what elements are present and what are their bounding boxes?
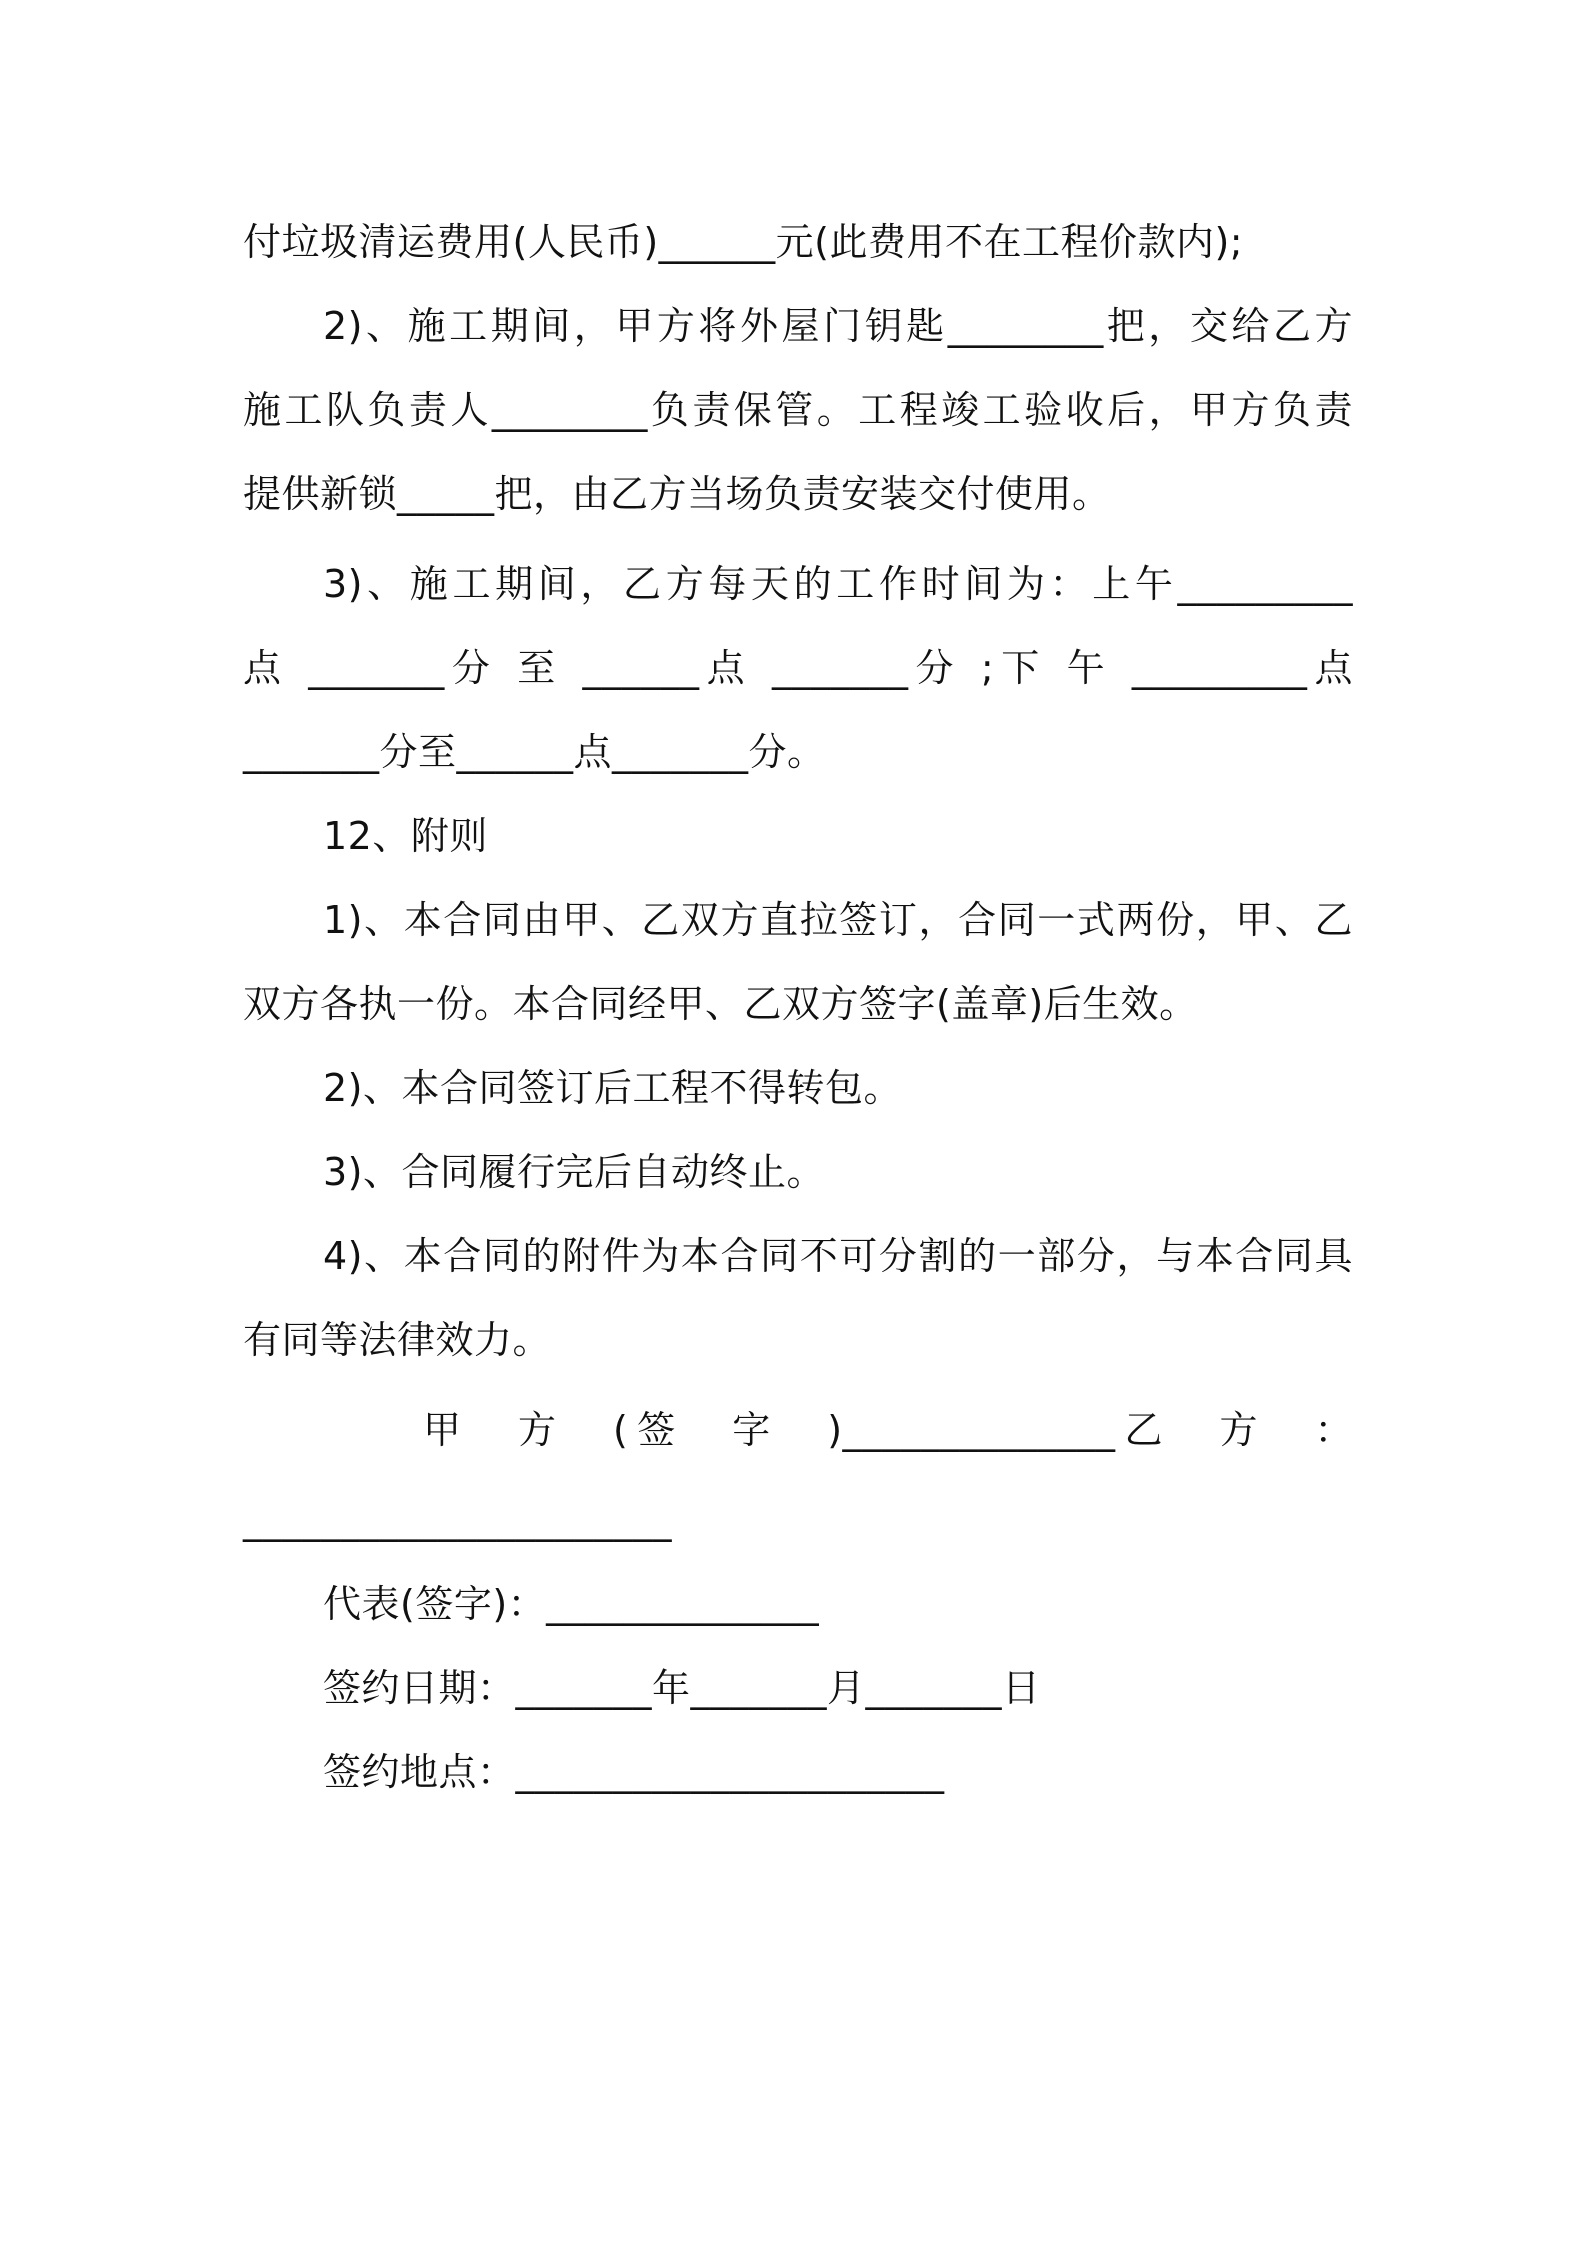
party-signature-line: 甲 方 (签 字 )______________乙 方 ：: [423, 1408, 1353, 1452]
paragraph-line: 2)、施工期间，甲方将外屋门钥匙________把，交给乙方: [323, 304, 1353, 348]
paragraph-line: 4)、本合同的附件为本合同不可分割的一部分，与本合同具: [323, 1234, 1353, 1278]
paragraph-line: 3)、合同履行完后自动终止。: [323, 1150, 826, 1194]
paragraph-line: 3)、施工期间，乙方每天的工作时间为：上午_________: [323, 562, 1353, 606]
paragraph-line: 点 _______分 至 ______点 _______分 ;下 午 _________点: [243, 646, 1353, 690]
representative-signature-line: 代表(签字)：______________: [323, 1582, 820, 1626]
paragraph-line: 施工队负责人________负责保管。工程竣工验收后，甲方负责: [243, 388, 1353, 432]
paragraph-line: 1)、本合同由甲、乙双方直拉签订，合同一式两份，甲、乙: [323, 898, 1353, 942]
paragraph-line: 2)、本合同签订后工程不得转包。: [323, 1066, 903, 1110]
section-heading: 12、附则: [323, 814, 488, 858]
paragraph-line: 双方各执一份。本合同经甲、乙双方签字(盖章)后生效。: [243, 982, 1198, 1026]
party-b-signature-blank: ______________________: [243, 1498, 672, 1542]
paragraph-line: 提供新锁_____把，由乙方当场负责安装交付使用。: [243, 472, 1111, 516]
paragraph-line: 有同等法律效力。: [243, 1318, 552, 1362]
signing-place-line: 签约地点：______________________: [323, 1750, 945, 1794]
signing-date-line: 签约日期：_______年_______月_______日: [323, 1666, 1041, 1710]
paragraph-line: _______分至______点_______分。: [243, 730, 826, 774]
paragraph-line: 付垃圾清运费用(人民币)______元(此费用不在工程价款内);: [243, 220, 1244, 264]
contract-body: [243, 200, 1353, 1814]
